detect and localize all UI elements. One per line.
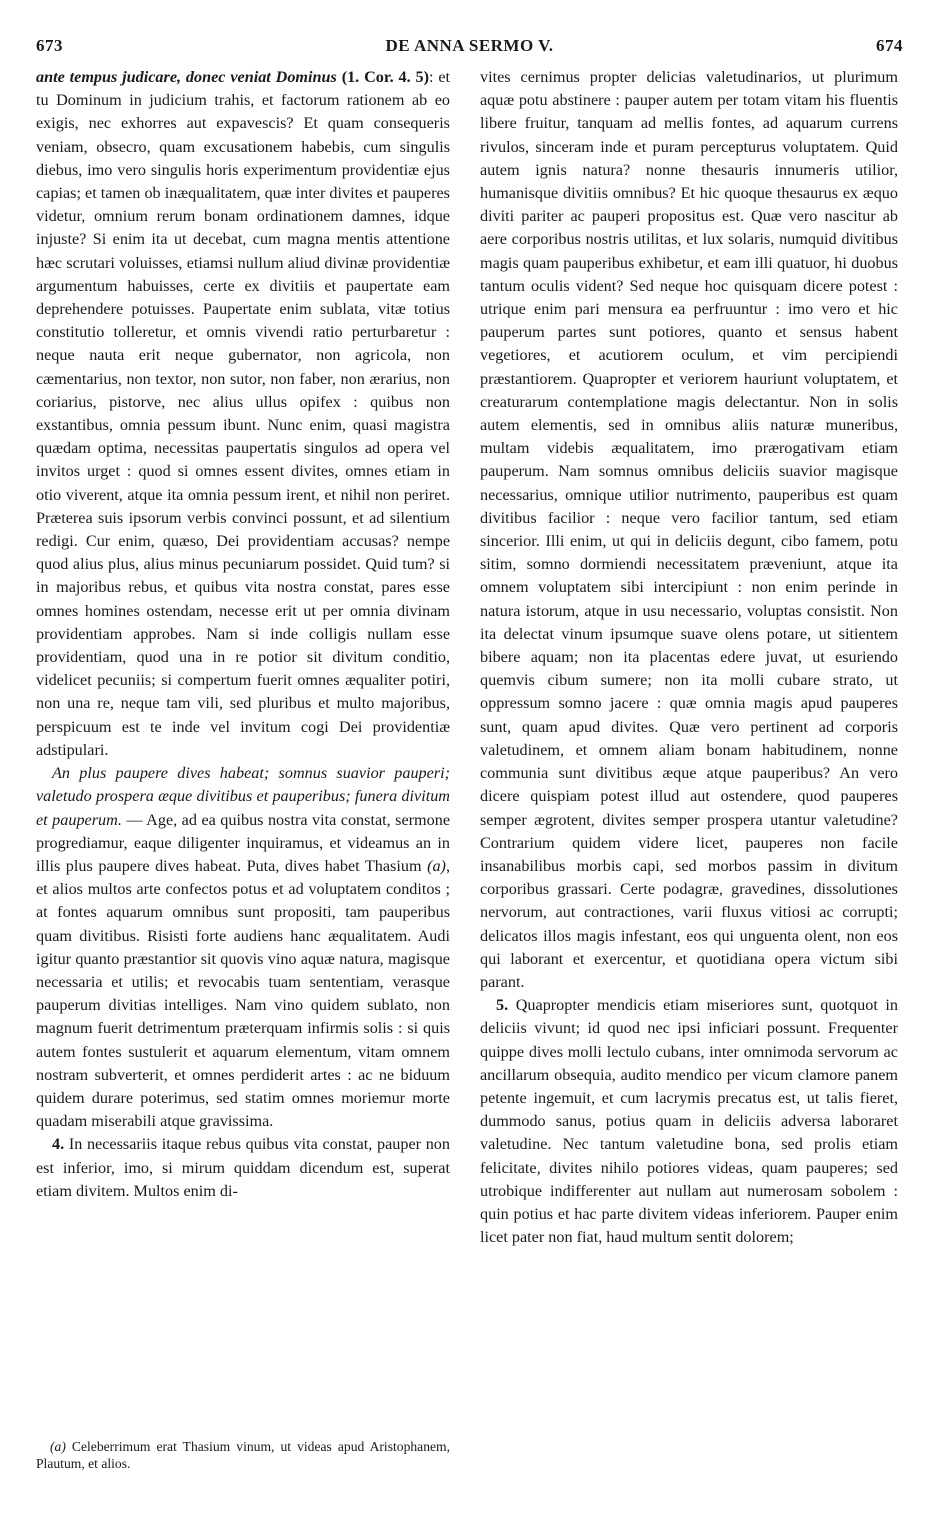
scripture-citation: ante tempus judicare, donec veniat Dominus bbox=[36, 68, 337, 86]
left-paragraph-2 bbox=[36, 762, 450, 1133]
right-paragraph-2 bbox=[480, 994, 898, 1249]
left-column bbox=[36, 66, 450, 1203]
right-paragraph-1 bbox=[480, 66, 898, 994]
running-title: DE ANNA SERMO V. bbox=[385, 36, 554, 55]
paragraph-text: — Age, ad ea quibus nostra vita constat, sermone progrediamur, eaque diligenter inquiramus, et videamus an in illis plus paupere dives habeat. Puta, dives habet Thasium bbox=[36, 810, 451, 875]
section-number: 5. bbox=[496, 996, 509, 1015]
paragraph-text: In necessariis itaque rebus quibus vita constat, pauper non est inferior, imo, si mirum quiddam dicendum est, superat etiam divitem. Multos enim di- bbox=[36, 1135, 450, 1200]
running-header bbox=[36, 36, 903, 60]
paragraph-text: vites cernimus propter delicias valetudinarios, ut plurimum aquæ potu abstinere : pauper autem per totam vitam his fluentis libere fruitur, tanquam ad mellis fontes, ad aquarum currens rivulos, sinceram inde et puram percepturus voluptatem. Quid autem ignis natura? nonne thesauris innumeris utilior, humanisque divitiis omnibus? Et hic quoque thesaurus ex æquo diviti pariter ac pauperi propositus est. Quæ vero nascitur ab aere corporibus nostris utilitas, et lux solaris, numquid divitibus magis quam pauperibus exhibetur, et eam illi quatuor, hi duobus tantum oculis vident? Sed neque hoc quisquam dicere potest : utrique enim pari mensura ea perfruuntur : imo vero et hic pauperum partes sunt potiores, quanto et sensus habent vegetiores, et acutiorem oculum, et vim percipiendi præstantiorem. Quapropter et veriorem hauriunt voluptatem, et creaturarum contemplatione magis delectantur. Non in solis autem elementis, sed in omnibus aliis naturæ muneribus, multam videbis æqualitatem, imo prærogativam etiam pauperum. Nam somnus omnibus deliciis suavior magisque necessarius, omnique utilior nutrimento, pauperibus est quam divitibus facilior : neque vero facilior tantum, sed etiam sincerior. Illi enim, ut qui in deliciis degunt, cibo famem, potu sitim, somno dormiendi necessitatem præveniunt, atque ita omnem voluptatem sibi intercipiunt : non enim perinde in natura istorum, atque in usu necessario, voluptas consistit. Non ita delectat vinum ipsumque suave olens potare, ut sitientem bibere aquam; non ita placentas edere juvat, ut esuriendo quemvis cibum sumere; non ita molli cubare strato, ut oppressum somno jacere : quæ omnia magis apud pauperes sunt, quam apud divites. Quæ vero pertinent ad corporis valetudinem, et omnem aliam bonam habitudinem, nonne communia sunt divitibus æque atque pauperibus? An vero dicere quispiam potest illud aut ostendere, quod pauperes semper ægrotent, divites semper prospera utantur valetudine? Contrarium quidem videre licet, pauperes non facile insanabilibus morbis capi, sed morbos passim in divitum corporibus grassari. Certe podagræ, gravedines, dissolutiones nervorum, aut contractiones, varii fluxus vitiosi ac corrupti; delicatos illos magis infestant, eos qui unguenta olent, non eos qui laborant et exercentur, et quotidiana opera victum sibi parant. bbox=[480, 68, 898, 991]
section-summary: An plus paupere dives habeat; somnus suavior pauperi; valetudo prospera æque divitibus et pauperibus; funera divitum et pauperum. bbox=[36, 764, 450, 829]
left-paragraph-3 bbox=[36, 1133, 450, 1203]
page-number-right: 674 bbox=[876, 36, 903, 55]
paragraph-text: Quapropter mendicis etiam miseriores sunt, quotquot in deliciis vivunt; id quod nec ipsi inficiari possunt. Frequenter quippe dives molli lectulo cubans, inter omnimoda servorum ac ancillarum obsequia, audito mendico per vicum clamore panem petente ingemuit, et cum lacrymis precatus est, ut talis fieret, dummodo sanus, potius quam in deliciis adversa laboraret valetudine. Nec tantum valetudine bona, sed prolis etiam felicitate, divites nihilo potiores videas, quam pauperes; sed utrobique indifferenter aut nullam aut numerosam sobolem : quin potius et hac parte divitem videas inferiorem. Pauper enim licet pater non fiat, haud multum sentit dolorem; bbox=[480, 996, 898, 1247]
paragraph-text: : et tu Dominum in judicium trahis, et factorum rationem ab eo exigis, nec exhorres aut expavescis? Et quam consequeris veniam, obsecro, quam excusationem habebis, cum singulis diebus, imo vero singulis horis experimentum providentiæ ejus capias; et tamen ob inæqualitatem, quæ inter divites et pauperes videtur, omnium rerum bonam ordinationem damnes, idque injuste? Si enim ita ut decebat, cum magna mentis attentione hæc scrutari voluisses, etiamsi nullum aliud divinæ providentiæ argumentum habuisses, certe ex divitiis et paupertate eam deprehendere potuisses. Paupertate enim sublata, vitæ totius constitutio tolleretur, et omnis vivendi ratio perturbaretur : neque nauta erit neque gubernator, non agricola, non cæmentarius, non textor, non sutor, non faber, non ærarius, non coriarius, pistorve, nec alius ullus opifex : quibus non exstantibus, omnia pessum ibunt. Nunc enim, quasi magistra quædam optima, necessitas paupertatis singulos ad opera vel invitos urget : quod si omnes essent divites, omnes etiam in otio viverent, atque ita omnia pessum irent, et nihil non periret. Præterea suis ipsorum verbis convinci possunt, et ad silentium redigi. Cur enim, quæso, Dei providentiam accusas? nempe quod alius plus, alius minus pecuniarum possidet. Quid tum? si in majoribus rebus, et quibus vita nostra constat, pares esse omnes homines ostendam, necesse erit ut per omnia divinam providentiam approbes. Nam si inde colligis nullam esse providentiam, quod una in re potior sit divitum conditio, videlicet pecuniis; si compertum fuerit omnes æqualiter potiri, non una re, neque tam vili, sed pluribus et multo majoribus, perspicuum est te inde vel invitum cogi Dei providentiæ adstipulari. bbox=[36, 68, 451, 759]
paragraph-text: , et alios multos arte confectos potus et ad voluptatem conditos ; at fontes aquarum omnibus sunt propositi, tam pauperibus quam divitibus. Risisti forte audiens hanc æqualitatem. Audi igitur quanto præstantior sit quovis vino aquæ natura, magisque necessaria et utilis; et revocabis tuam sententiam, verasque pauperum divitias intelliges. Nam vino quidem sublato, non magnum fuerit detrimentum præterquam infirmis solis : si quis autem fontes sustulerit et aquarum elementum, vitam omnem nostram subverterit, et omnes perdiderit artes : ac ne biduum quidem durare poterimus, sed statim omnes moriemur morte quadam miserabili atque gravissima. bbox=[36, 856, 450, 1131]
footnote-marker: (a) bbox=[50, 1439, 66, 1454]
page-number-left: 673 bbox=[36, 36, 63, 55]
footnote-reference: (a) bbox=[427, 856, 446, 875]
footnote-text: Celeberrimum erat Thasium vinum, ut videas apud Aristophanem, Plautum, et alios. bbox=[36, 1439, 451, 1471]
scripture-reference: (1. Cor. 4. 5) bbox=[341, 68, 429, 86]
footnote bbox=[36, 1438, 450, 1472]
left-paragraph-1 bbox=[36, 66, 450, 762]
footnote-entry bbox=[36, 1438, 450, 1472]
section-number: 4. bbox=[52, 1135, 65, 1154]
right-column bbox=[480, 66, 898, 1249]
